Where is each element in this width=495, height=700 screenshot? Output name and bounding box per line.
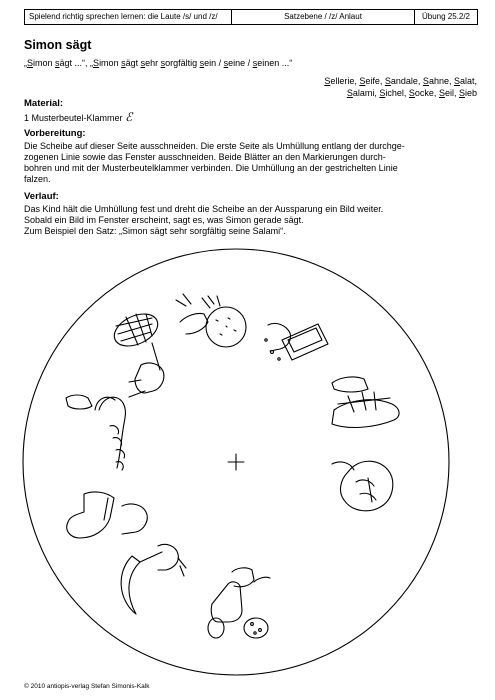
material-item: 1 Musterbeutel-Klammer ℰ — [24, 110, 133, 124]
header-exercise-number: Übung 25.2/2 — [421, 12, 471, 21]
rope-illustration — [66, 395, 125, 470]
preparation-text: Die Scheibe auf dieser Seite ausschneiden. Die erste Seite als Umhüllung entlang der durchge- zogenen Linie sowie das Fenster ausschneiden. Beide Blätter an den Markierungen durch- bohren und mit der Musterbeutelklammer verbinden. Die Umhüllung an der gestrichelten Linie falzen. — [24, 141, 405, 184]
sandal-illustration — [332, 377, 399, 428]
sieve-illustration — [109, 308, 164, 397]
preparation-heading: Vorbereitung: — [24, 128, 86, 139]
example-phrase: „Simon sägt ...“, „Simon sägt sehr sorgfältig sein / seine / seinen ...“ — [24, 58, 293, 68]
header-series-title: Spielend richtig sprechen lernen: die Laute /s/ und /z/ — [25, 10, 232, 24]
sock-illustration — [67, 492, 148, 538]
paper-fastener-icon: ℰ — [125, 110, 133, 124]
lettuce-illustration — [332, 461, 393, 511]
center-crosshair — [228, 454, 244, 470]
salami-illustration — [208, 568, 270, 638]
page-title: Simon sägt — [24, 38, 92, 52]
sickle-illustration — [121, 544, 186, 614]
footer-copyright: © 2010 antiopis-verlag Stefan Simonis-Kalk — [24, 683, 150, 690]
procedure-text: Das Kind hält die Umhüllung fest und dreht die Scheibe an der Aussparung ein Bild weiter. Sobald ein Bild im Fenster erscheint, sagt es, was Simon gerade sägt. Zum Beispiel den Satz: „Simon sägt sehr sorgfältig seine Salami“. — [24, 204, 384, 236]
procedure-heading: Verlauf: — [24, 191, 59, 202]
header-topic: Satzebene / /z/ Anlaut — [232, 10, 415, 24]
word-list-line-1: Sellerie, Seife, Sandale, Sahne, Salat, — [324, 76, 477, 86]
soap-illustration — [265, 323, 328, 360]
celeriac-illustration — [176, 294, 246, 347]
word-list-line-2: Salami, Sichel, Socke, Seil, Sieb — [346, 88, 477, 98]
material-heading: Material: — [24, 98, 64, 109]
